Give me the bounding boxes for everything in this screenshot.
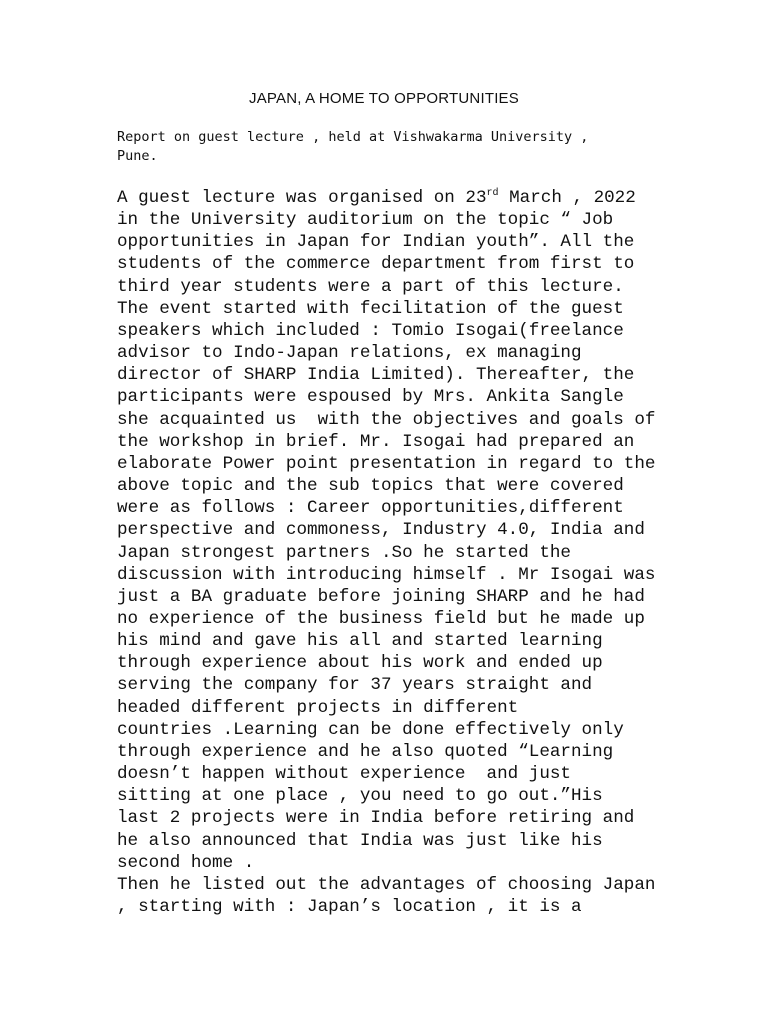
body-line: through experience about his work and ended up <box>117 653 603 674</box>
body-line: discussion with introducing himself . Mr Isogai was <box>117 564 656 585</box>
body-line: the workshop in brief. Mr. Isogai had prepared an <box>117 431 635 452</box>
body-line: advisor to Indo-Japan relations, ex managing <box>117 343 582 364</box>
subtitle-line: Pune. <box>117 148 158 164</box>
body-line: doesn’t happen without experience and just <box>117 764 571 785</box>
body-lines <box>117 209 657 918</box>
body-line: elaborate Power point presentation in regard to the <box>117 453 656 474</box>
date-suffix: March , 2022 <box>498 188 636 208</box>
body-line: countries .Learning can be done effectively only <box>117 719 624 740</box>
report-subtitle <box>117 128 657 166</box>
report-body <box>117 187 657 918</box>
document-title: JAPAN, A HOME TO OPPORTUNITIES <box>249 90 519 107</box>
body-line: just a BA graduate before joining SHARP and he had <box>117 586 645 607</box>
body-line: his mind and gave his all and started learning <box>117 631 603 652</box>
body-line: were as follows : Career opportunities,different <box>117 498 624 519</box>
body-line: second home . <box>117 852 255 873</box>
body-line: perspective and commoness, Industry 4.0, India and <box>117 520 645 541</box>
body-line: sitting at one place , you need to go out.”His <box>117 786 603 807</box>
body-line: he also announced that India was just like his <box>117 830 603 851</box>
body-line: above topic and the sub topics that were covered <box>117 476 624 497</box>
body-line: director of SHARP India Limited). Thereafter, the <box>117 365 635 386</box>
date-superscript: rd <box>486 188 499 200</box>
subtitle-line: Report on guest lecture , held at Vishwakarma University , <box>117 129 589 145</box>
body-line: headed different projects in different <box>117 697 519 718</box>
body-line: speakers which included : Tomio Isogai(freelance <box>117 320 624 341</box>
body-line: Japan strongest partners .So he started the <box>117 542 571 563</box>
body-line: in the University auditorium on the topic “ Job <box>117 210 614 231</box>
body-line: Then he listed out the advantages of choosing Japan <box>117 874 656 895</box>
body-line: The event started with fecilitation of the guest <box>117 298 624 319</box>
body-line: , starting with : Japan’s location , it is a <box>117 897 582 917</box>
body-line: participants were espoused by Mrs. Ankita Sangle <box>117 387 624 408</box>
body-line: third year students were a part of this lecture. <box>117 276 624 297</box>
body-line: last 2 projects were in India before retiring and <box>117 808 635 829</box>
date-prefix: A guest lecture was organised on 23 <box>117 188 487 208</box>
body-line: serving the company for 37 years straight and <box>117 675 593 696</box>
body-line: opportunities in Japan for Indian youth”. All the <box>117 232 635 253</box>
body-line: through experience and he also quoted “Learning <box>117 741 614 762</box>
body-line: students of the commerce department from first to <box>117 254 635 275</box>
body-line: no experience of the business field but he made up <box>117 608 645 629</box>
body-line-date <box>117 187 657 209</box>
body-line: she acquainted us with the objectives and goals of <box>117 409 656 430</box>
